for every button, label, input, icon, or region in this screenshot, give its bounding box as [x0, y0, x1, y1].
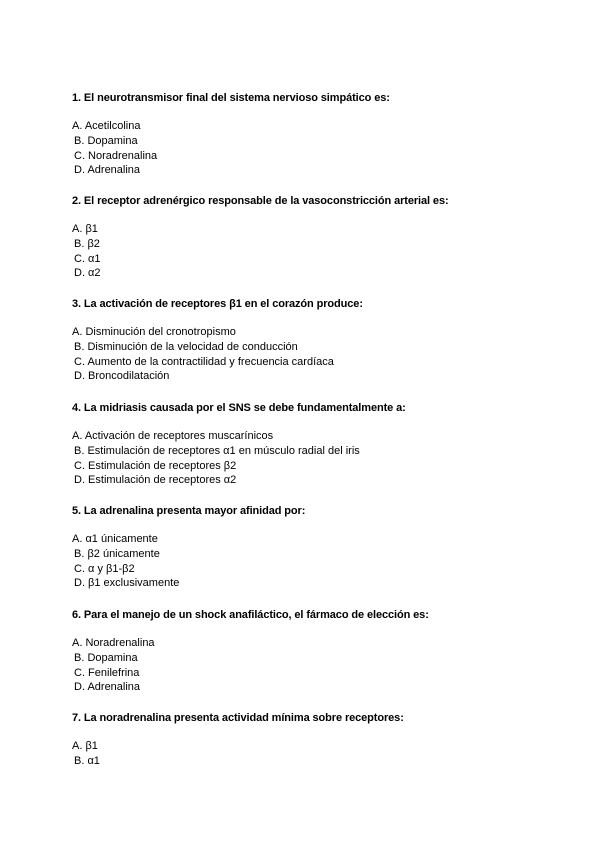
option-c: C. Fenilefrina: [74, 666, 140, 679]
option-b: B. Disminución de la velocidad de conducción: [74, 340, 298, 353]
question-6: [72, 608, 572, 695]
option-b: B. Dopamina: [74, 134, 138, 147]
option-list: [72, 636, 572, 695]
option-c: C. Aumento de la contractilidad y frecuencia cardíaca: [74, 355, 334, 368]
question-title: 1. El neurotransmisor final del sistema nervioso simpático es:: [72, 92, 390, 104]
option-c: C. Noradrenalina: [74, 149, 158, 162]
option-b: B. α1: [74, 754, 100, 767]
question-title: 7. La noradrenalina presenta actividad mínima sobre receptores:: [72, 712, 404, 724]
question-4: [72, 401, 572, 488]
option-list: [72, 739, 572, 769]
question-2: [72, 194, 572, 281]
option-a: A. β1: [72, 223, 98, 235]
option-d: D. Estimulación de receptores α2: [74, 474, 237, 487]
option-list: [72, 325, 572, 384]
question-title: 5. La adrenalina presenta mayor afinidad por:: [72, 505, 306, 517]
option-b: B. Dopamina: [74, 651, 138, 664]
question-title: 6. Para el manejo de un shock anafiláctico, el fármaco de elección es:: [72, 609, 429, 621]
question-3: [72, 297, 572, 384]
question-title: 2. El receptor adrenérgico responsable de la vasoconstricción arterial es:: [72, 195, 449, 207]
option-list: [72, 429, 572, 488]
option-d: D. Adrenalina: [74, 164, 141, 177]
option-c: C. α y β1-β2: [74, 562, 135, 575]
option-a: A. Acetilcolina: [72, 120, 141, 132]
option-b: B. Estimulación de receptores α1 en músculo radial del iris: [74, 444, 360, 457]
option-d: D. β1 exclusivamente: [74, 577, 180, 590]
option-c: C. α1: [74, 252, 101, 265]
option-list: [72, 222, 572, 281]
option-b: B. β2 únicamente: [74, 547, 160, 560]
option-list: [72, 119, 572, 178]
option-list: [72, 532, 572, 591]
option-d: D. α2: [74, 267, 101, 280]
option-c: C. Estimulación de receptores β2: [74, 459, 237, 472]
question-title: 4. La midriasis causada por el SNS se debe fundamentalmente a:: [72, 402, 406, 414]
option-a: A. Activación de receptores muscarínicos: [72, 430, 274, 442]
option-d: D. Adrenalina: [74, 681, 141, 694]
option-b: B. β2: [74, 237, 100, 250]
option-a: A. β1: [72, 740, 98, 752]
option-d: D. Broncodilatación: [74, 370, 170, 383]
question-1: [72, 91, 572, 178]
option-a: A. Noradrenalina: [72, 637, 155, 649]
option-a: A. Disminución del cronotropismo: [72, 326, 236, 338]
question-7: [72, 711, 572, 769]
question-title: 3. La activación de receptores β1 en el corazón produce:: [72, 298, 363, 310]
question-5: [72, 504, 572, 591]
option-a: A. α1 únicamente: [72, 533, 158, 545]
